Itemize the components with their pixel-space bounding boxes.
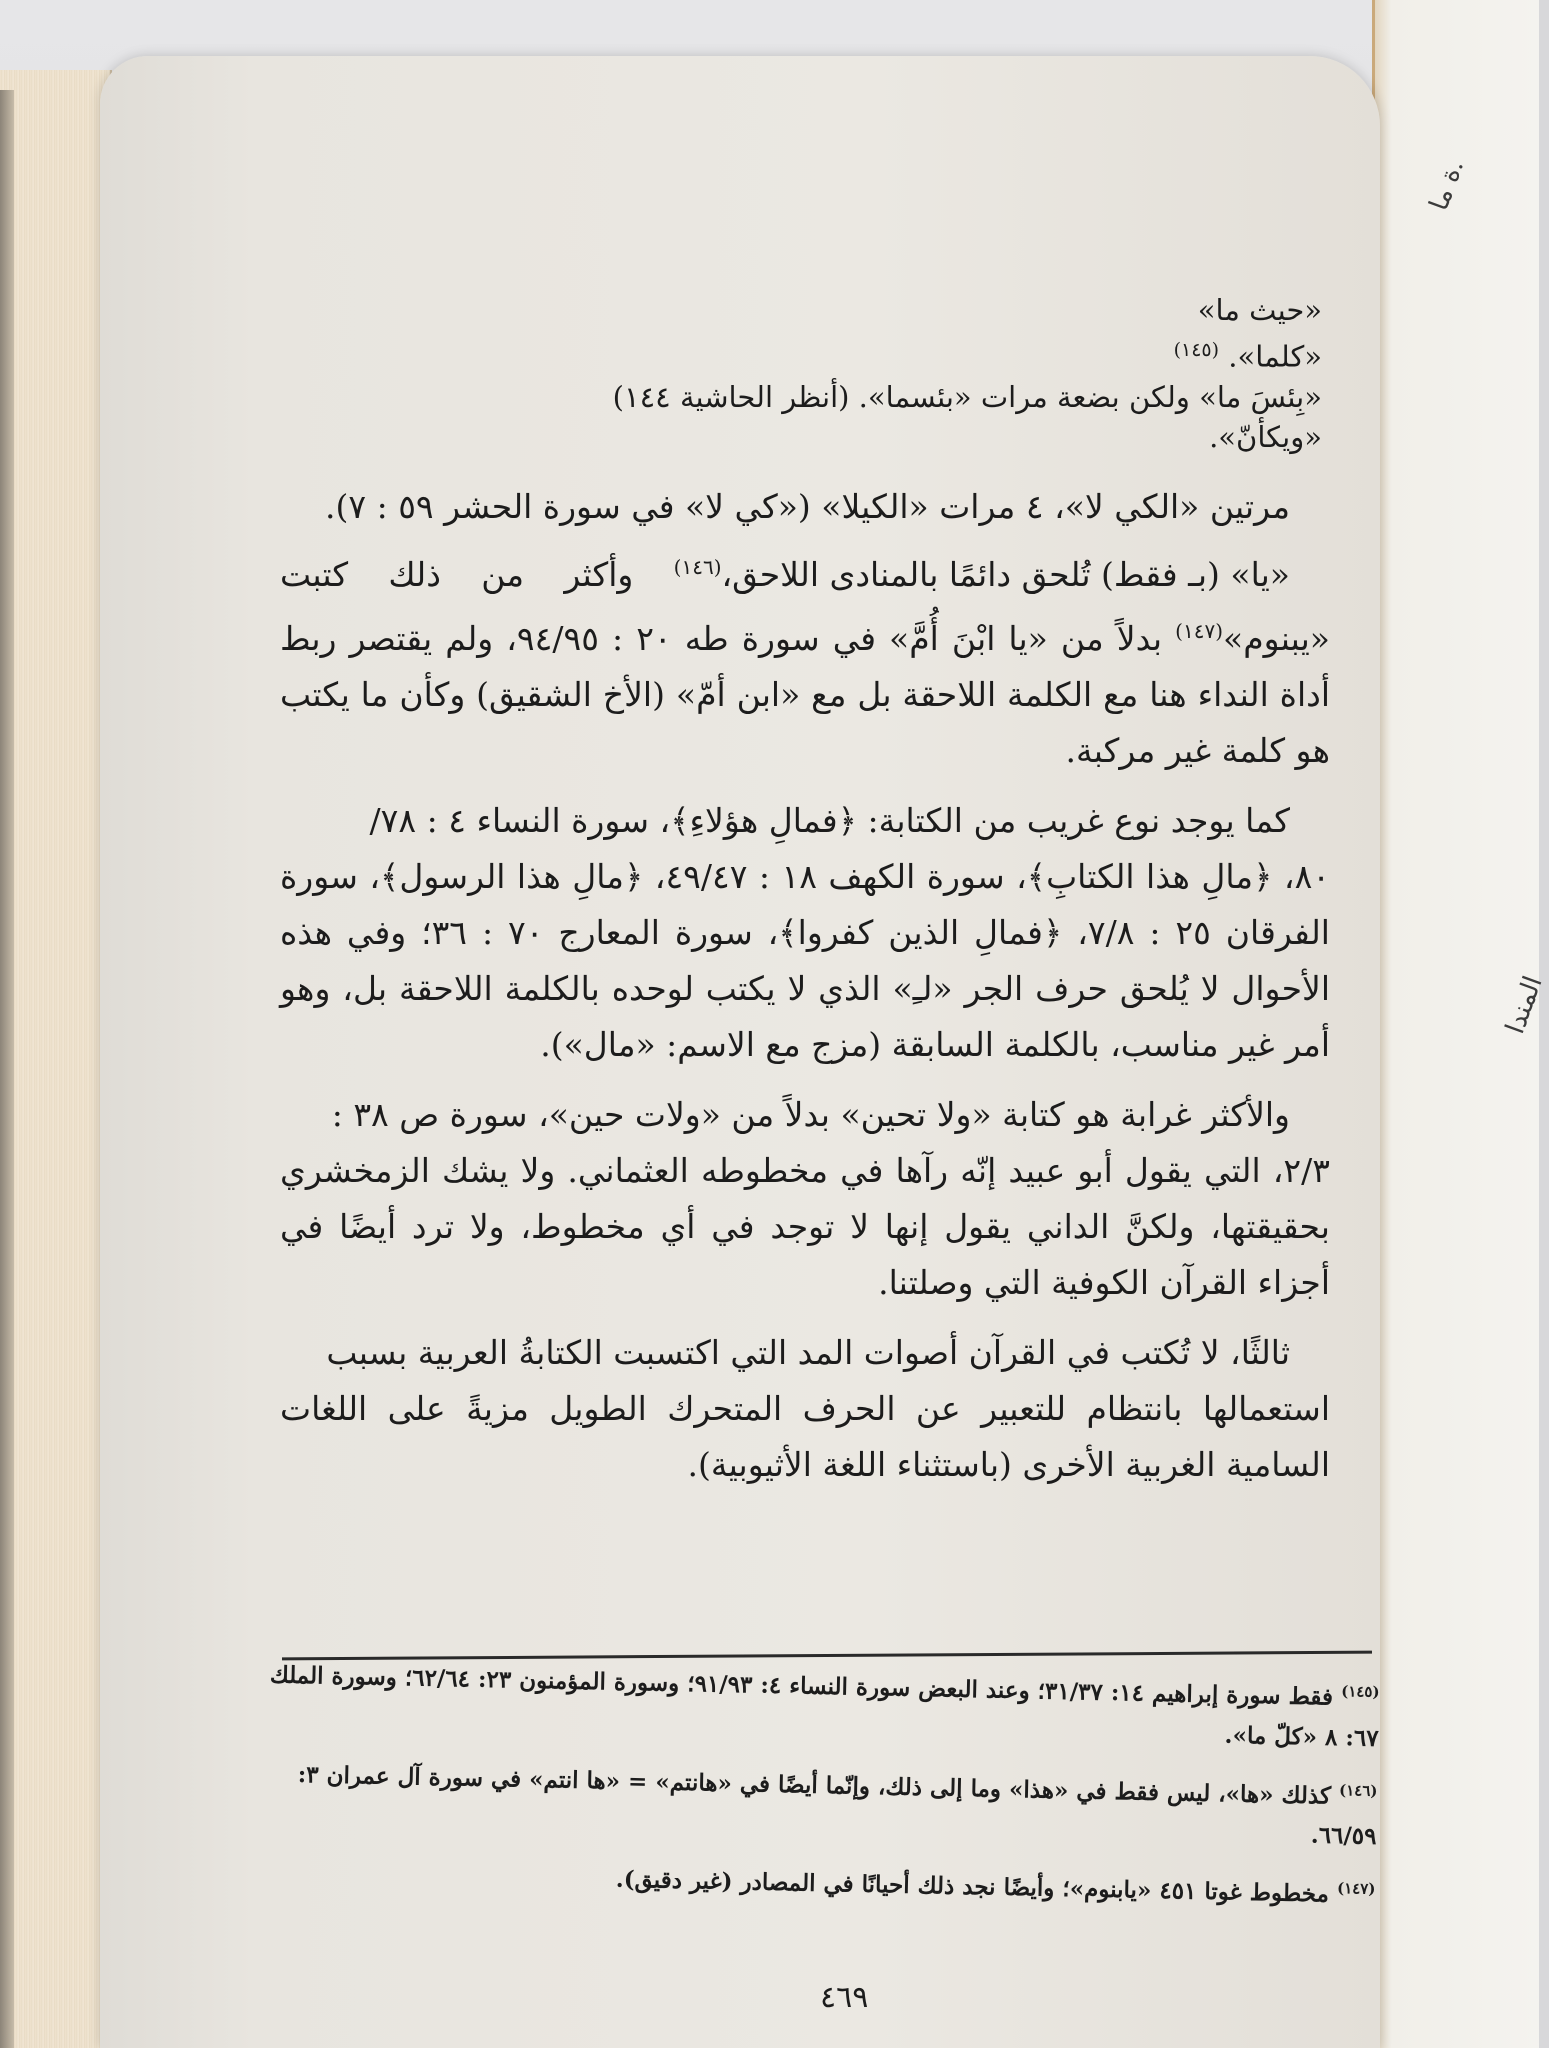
book-cover-edge: [0, 90, 14, 2048]
paragraph: مرتين «الكي لا»، ٤ مرات «الكيلا» («كي لا» في سورة الحشر ٥٩ : ٧).: [324, 486, 1290, 526]
paragraph: ثالثًا، لا تُكتب في القرآن أصوات المد التي اكتسبت الكتابةُ العربية بسبب استعمالها بانتظام للتعبير عن الحرف المتحرك الطويل مزيةً على اللغات السامية الغربية الأخرى (باستثناء اللغة الأثيوبية).: [280, 1332, 1330, 1484]
list-item: «بِئسَ ما» ولكن بضعة مرات «بئسما». (أنظر الحاشية ١٤٤): [612, 379, 1322, 414]
footnotes: [265, 1649, 1380, 1928]
list-item: «حيث ما»: [1197, 293, 1322, 327]
list-item: «ويكأنّ».: [1209, 419, 1322, 454]
page-number: ٤٦٩: [820, 1980, 869, 2015]
facing-page: [1372, 0, 1549, 2048]
footnote-ref: (١٤٧): [1175, 618, 1224, 643]
footnote: $^{(١٤٧)}$ مخطوط غوتا ٤٥١ «يابنوم»؛ وأيضًا نجد ذلك أحيانًا في المصادر (غير دقيق).: [615, 1866, 1376, 1908]
page-body: [280, 290, 1330, 1497]
footnote-number: (١٤٧): [1336, 1879, 1376, 1899]
list-item: «كلما». $^{(١٤٥)}$: [1173, 339, 1322, 374]
footnote-ref: (١٤٥): [1173, 339, 1220, 361]
facing-page-fragment: ة ما.: [1424, 155, 1470, 215]
facing-page-fragment: المندا: [1500, 972, 1549, 1038]
paragraph: كما يوجد نوع غريب من الكتابة: ﴿فمالِ هؤلاءِ﴾، سورة النساء ٤ : ٧٨/ ٨٠، ﴿مالِ هذا الكتابِ﴾، سورة الكهف ١٨ : ٤٩/٤٧، ﴿مالِ هذا الرسول﴾، سورة الفرقان ٢٥ : ٧/٨، ﴿فمالِ الذين كفروا﴾، سورة المعارج ٧٠ : ٣٦؛ وفي هذه الأحوال لا يُلحق حرف الجر «لـِ» الذي لا يكتب لوحده بالكلمة اللاحقة بل، وهو أمر غير مناسب، بالكلمة السابقة (مزج مع الاسم: «مال»).: [280, 800, 1331, 1064]
footnote-ref: (١٤٦): [673, 554, 722, 579]
book-page-edges: [0, 70, 112, 2048]
footnote-number: (١٤٥): [1341, 1682, 1380, 1701]
paragraph: والأكثر غرابة هو كتابة «ولا تحين» بدلاً من «ولات حين»، سورة ص ٣٨ : ٢/٣، التي يقول أبو عبيد إنّه رآها في مخطوطه العثماني. ولا يشك الزمخشري بحقيقتها، ولكنَّ الداني يقول إنها لا توجد في أي مخطوط، ولا ترد أيضًا في أجزاء القرآن الكوفية التي وصلتنا.: [280, 1094, 1330, 1302]
footnote-number: (١٤٦): [1338, 1780, 1378, 1800]
footnote: $^{(١٤٦)}$ كذلك «ها»، ليس فقط في «هذا» وما إلى ذلك، وإنّما أيضًا في «هانتم» = «ها انتم» في سورة آل عمران ٣: ٦٦/٥٩.: [297, 1760, 1378, 1851]
paragraph: «يا» (بـ فقط) تُلحق دائمًا بالمنادى اللاحق،$^{(١٤٦)}$ وأكثر من ذلك كتبت «يبنوم»$^{(١٤٧)}$ بدلاً من «يا ابْنَ أُمَّ» في سورة طه ٢٠ : ٩٤/٩٥، ولم يقتصر ربط أداة النداء هنا مع الكلمة اللاحقة بل مع «ابن أمّ» (الأخ الشقيق) وكأن ما يكتب هو كلمة غير مركبة.: [280, 554, 1330, 770]
footnote: $^{(١٤٥)}$ فقط سورة إبراهيم ١٤: ٣١/٣٧؛ وعند البعض سورة النساء ٤: ٩١/٩٣؛ وسورة المؤمنون ٢٣: ٦٢/٦٤؛ وسورة الملك ٦٧: ٨ «كلّ ما».: [269, 1661, 1380, 1752]
